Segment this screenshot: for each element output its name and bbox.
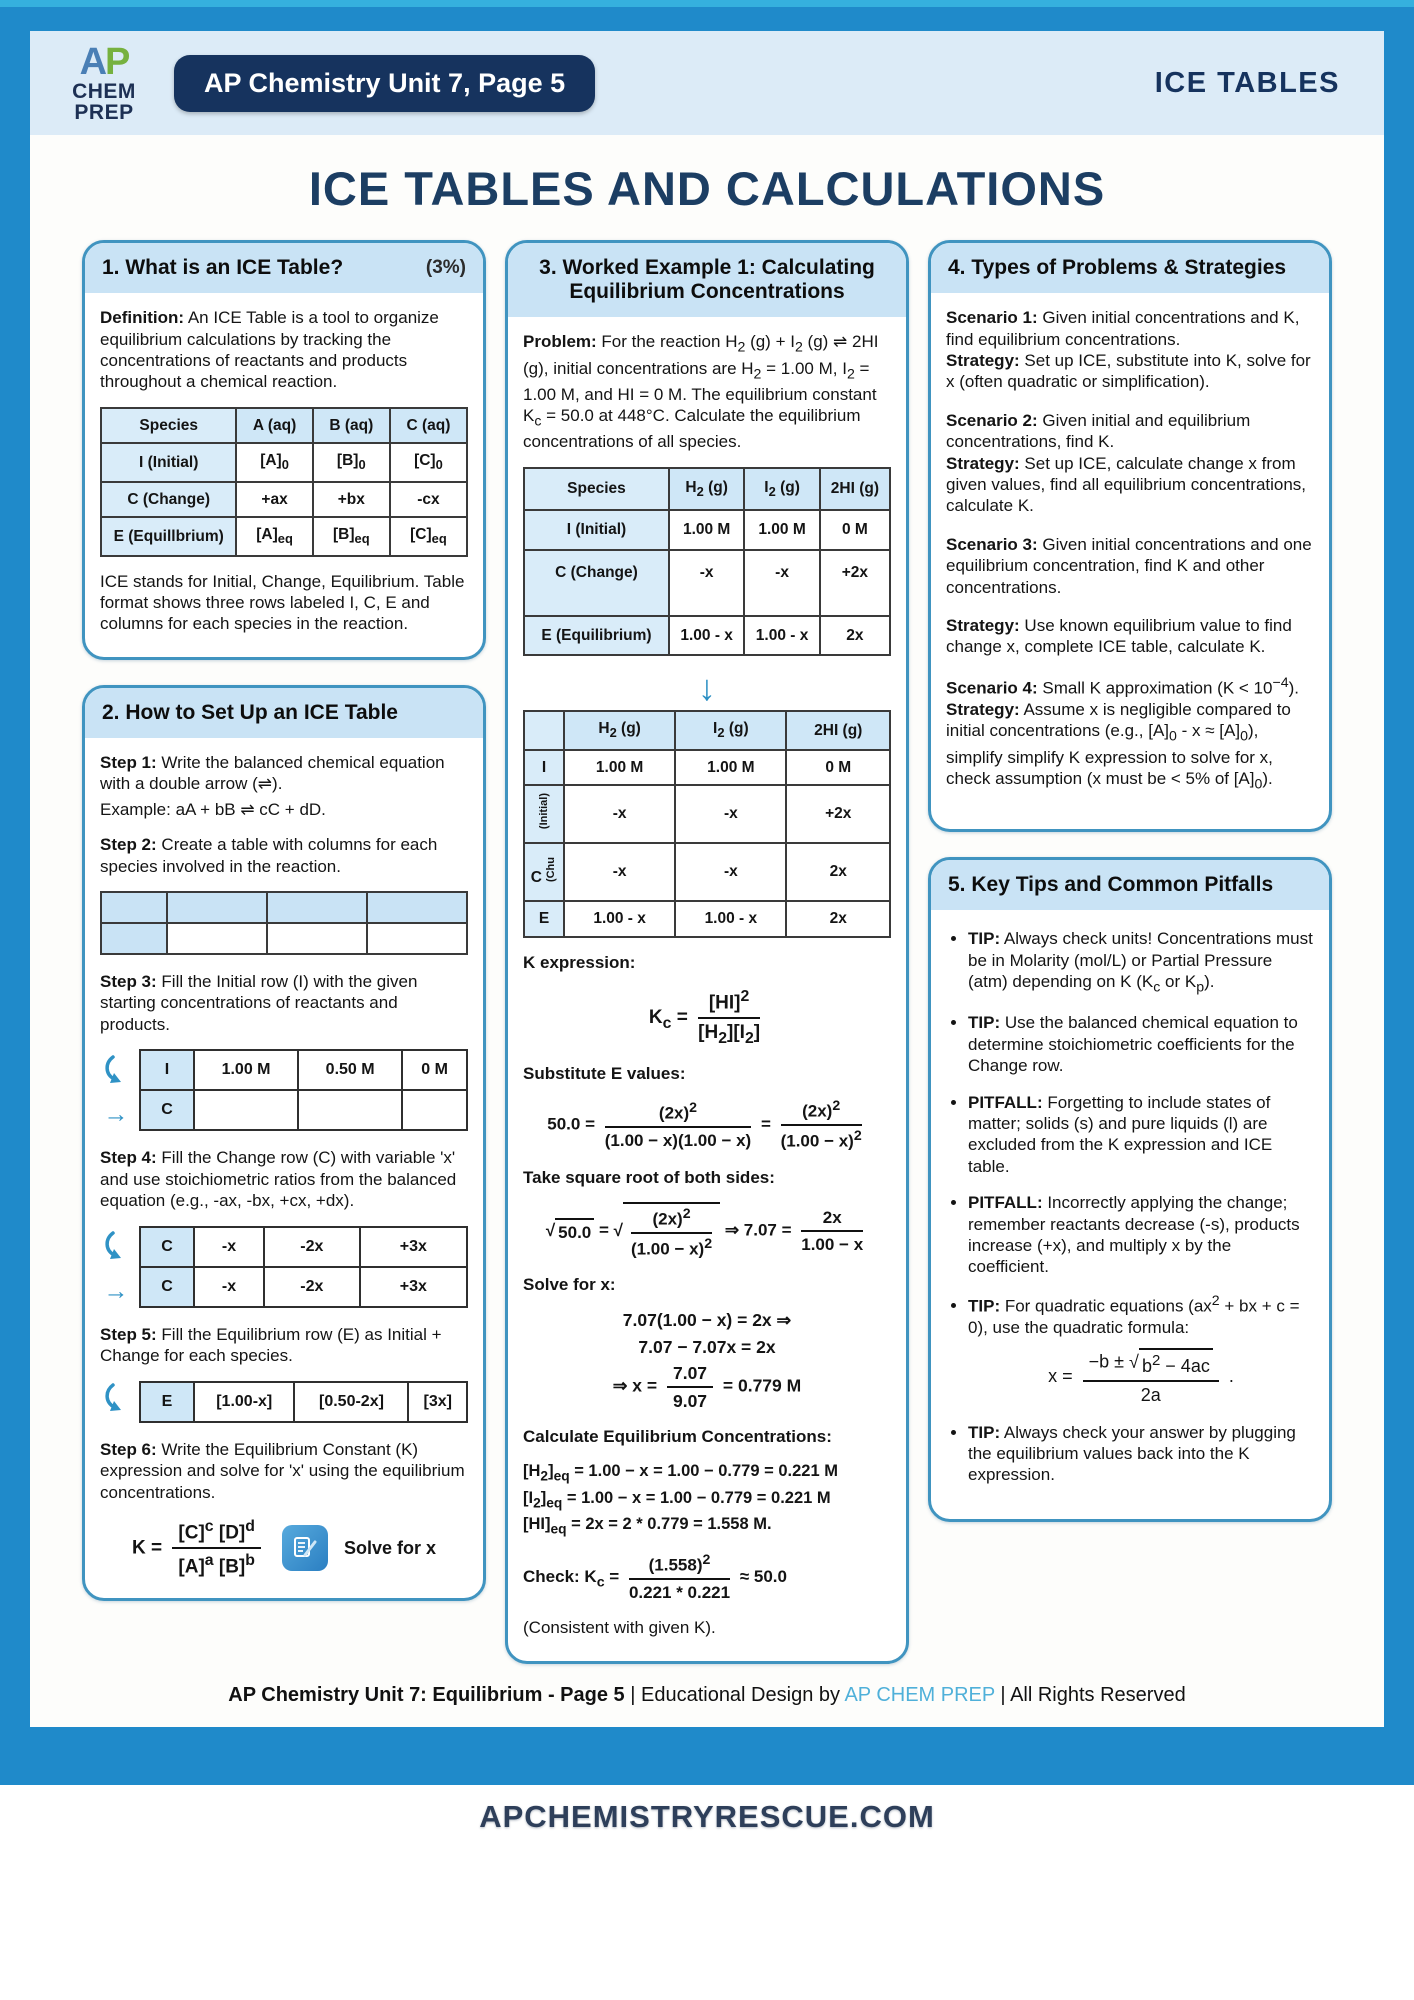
tip-item: • PITFALL: Forgetting to include states of matter; solids (s) and pure liquids (l) are excluded from the K expression and ICE table. bbox=[968, 1092, 1314, 1178]
tip-item: • TIP: Always check units! Concentrations must be in Molarity (mol/L) or Partial Pressure (atm) depending on K ($K_c$ or $K_p$). bbox=[968, 928, 1314, 997]
equilibrium-row-table bbox=[139, 1381, 468, 1423]
table-cell: -2x bbox=[264, 1227, 360, 1267]
table-cell: -2x bbox=[264, 1267, 360, 1307]
table-header-row bbox=[524, 711, 890, 749]
generic-ice-table-head bbox=[101, 408, 467, 444]
right-arrow-icon: → bbox=[103, 1099, 129, 1128]
table-cell: E (Equillbrium) bbox=[101, 517, 236, 555]
table-cell: $[B]_{eq}$ bbox=[313, 517, 390, 555]
card4-title: 4. Types of Problems & Strategies bbox=[948, 256, 1287, 279]
table-header-cell: A (aq) bbox=[236, 408, 312, 444]
table-cell: 0 M bbox=[820, 510, 890, 550]
paragraph: Scenario 4: Small K approximation $(K < 10^{-4})$. bbox=[946, 674, 1299, 698]
blank-ice-table bbox=[100, 891, 468, 955]
step3-table-block bbox=[100, 1049, 468, 1131]
table-cell bbox=[101, 923, 167, 954]
card1-percent-badge: (3%) bbox=[425, 257, 466, 279]
table-cell: 1.00 M bbox=[564, 750, 675, 786]
table-row bbox=[140, 1050, 467, 1090]
down-arrow-icon: ↓ bbox=[698, 667, 716, 709]
table-row bbox=[524, 901, 890, 937]
card2-title: 2. How to Set Up an ICE Table bbox=[102, 700, 398, 724]
worked-example-ice-table bbox=[523, 467, 891, 656]
step5-arrows bbox=[100, 1381, 132, 1423]
scenario-2-group bbox=[946, 410, 1314, 517]
table-cell: +2x bbox=[820, 550, 890, 616]
table-row bbox=[524, 843, 890, 901]
card3-title: 3. Worked Example 1: Calculating Equilibrium Concentrations bbox=[539, 256, 875, 304]
k-expression-label: K expression: bbox=[523, 952, 636, 972]
table-cell bbox=[194, 1090, 298, 1130]
card-tips-pitfalls bbox=[928, 857, 1332, 1522]
table-cell: [3x] bbox=[408, 1382, 467, 1422]
ap-chem-prep-logo bbox=[56, 40, 152, 124]
table-header-cell bbox=[524, 711, 564, 749]
logo-chem-text: CHEM bbox=[72, 79, 136, 103]
table-cell: I (Initial) bbox=[101, 443, 236, 481]
table-cell: 0 M bbox=[402, 1050, 467, 1090]
k-expression-row bbox=[100, 1517, 468, 1580]
table-cell: $[B]_0$ bbox=[313, 443, 390, 481]
unit-page-badge: AP Chemistry Unit 7, Page 5 bbox=[174, 55, 595, 112]
change-row-table bbox=[139, 1226, 468, 1308]
card4-body bbox=[931, 293, 1329, 829]
table-row bbox=[524, 785, 890, 843]
curved-arrow-icon bbox=[102, 1230, 130, 1269]
problem-text: Problem: For the reaction $H_2$ $(g) + I_2$ (g) ⇌ 2HI (g), initial concentrations are $H_2 = 1.00$ M, $I_2 = 1.00$ M, and HI = 0 M. The equilibrium constant $K_c = 50.0$ at 448°C. Calculate the equilibrium concentrations of all species. bbox=[523, 332, 879, 452]
solve-x-label: Solve for x: bbox=[523, 1275, 616, 1295]
card2-header bbox=[85, 688, 483, 738]
step1-example: Example: aA + bB ⇌ cC + dD. bbox=[100, 799, 326, 819]
content-columns bbox=[30, 240, 1384, 1670]
page bbox=[30, 31, 1384, 1727]
table-row bbox=[524, 510, 890, 550]
table-cell: -x bbox=[675, 843, 786, 901]
table-cell: 1.00 - x bbox=[675, 901, 786, 937]
step4-text: Step 4: Fill the Change row (C) with variable 'x' and use stoichiometric ratios from the balanced equation (e.g., -ax, -bx, +cx, +dx). bbox=[100, 1148, 457, 1211]
solve-for-x-label: Solve for x bbox=[343, 1538, 436, 1559]
check-formula: Check: $K_c$ = $\frac{(1.558)^2}{0.221 * 0.221}$ ≈ 50.0 bbox=[523, 1551, 787, 1602]
step1-text: Step 1: Write the balanced chemical equation with a double arrow (⇌). bbox=[100, 752, 445, 794]
card5-body bbox=[931, 910, 1329, 1519]
table-row bbox=[101, 517, 467, 555]
column-right bbox=[928, 240, 1332, 1522]
paragraph: Strategy: Set up ICE, substitute into K, solve for x (often quadratic or simplification). bbox=[946, 350, 1311, 392]
table-cell: $[C]_{eq}$ bbox=[390, 517, 467, 555]
paragraph: Strategy: Set up ICE, calculate change x from given values, find all equilibrium concentrations, calculate K. bbox=[946, 453, 1307, 516]
table-header-row bbox=[101, 408, 467, 444]
equation-line: 7.07(1.00 − x) = 2x ⇒ bbox=[622, 1310, 792, 1331]
table-header-cell: C (aq) bbox=[390, 408, 467, 444]
table-cell: E bbox=[140, 1382, 194, 1422]
worksheet-pencil-icon bbox=[282, 1525, 328, 1571]
step4-arrows bbox=[100, 1226, 132, 1308]
generic-ice-table-body bbox=[101, 443, 467, 555]
header bbox=[30, 31, 1384, 135]
paragraph: Strategy: Assume x is negligible compared to initial concentrations (e.g., $[A]_0 - x \approx [A]_0$), simplify simplify K expression to solve for x, check assumption (x must be < 5% of $[A]_0$). bbox=[946, 699, 1291, 793]
equation-line: 7.07 − 7.07x = 2x bbox=[638, 1336, 776, 1357]
table-row bbox=[101, 482, 467, 518]
step3-text: Step 3: Fill the Initial row (I) with the given starting concentrations of reactants and products. bbox=[100, 971, 418, 1034]
equation-line: $[I_2]_{eq} = 1.00 - x = 1.00 - 0.779 = 0.221$ M bbox=[523, 1488, 831, 1510]
card4-header bbox=[931, 243, 1329, 293]
table-cell: C (Change) bbox=[524, 550, 669, 616]
table-row bbox=[524, 750, 890, 786]
calc-label: Calculate Equilibrium Concentrations: bbox=[523, 1426, 832, 1446]
tip-item: • TIP: Always check your answer by plugging the equilibrium values back into the K expression. bbox=[968, 1422, 1314, 1486]
paragraph: Scenario 1: Given initial concentrations and K, find equilibrium concentrations. bbox=[946, 308, 1300, 349]
table-header-cell: 2HI (g) bbox=[786, 711, 890, 749]
scenario-4-group bbox=[946, 675, 1314, 794]
card3-body bbox=[508, 317, 906, 1661]
step5-table-block bbox=[100, 1381, 468, 1423]
table-cell bbox=[167, 923, 267, 954]
table-cell: +bx bbox=[313, 482, 390, 518]
k-expression-formula: K = $\frac{[C]^c [D]^d}{[A]^a [B]^b}$ bbox=[132, 1517, 266, 1580]
table-cell: -x bbox=[675, 785, 786, 843]
table-cell: -x bbox=[744, 550, 819, 616]
equation-line: ⇒ x = $\frac{7.07}{9.07}$ = 0.779 M bbox=[612, 1362, 802, 1411]
table-cell: 1.00 - x bbox=[564, 901, 675, 937]
header-topic-title: ICE TABLES bbox=[1154, 66, 1340, 99]
table-header-cell: $I_2$ (g) bbox=[744, 468, 819, 510]
footer-credit-line bbox=[30, 1670, 1384, 1727]
equation-line: $[HI]_{eq} = 2x = 2 * 0.779 = 1.558$ M. bbox=[523, 1515, 772, 1537]
table-row bbox=[101, 443, 467, 481]
table-header-cell: 2HI (g) bbox=[820, 468, 890, 510]
footer-mid-text: | Educational Design by bbox=[624, 1683, 845, 1706]
table-cell: -x bbox=[669, 550, 744, 616]
table-cell: -x bbox=[194, 1227, 264, 1267]
table-header-row bbox=[524, 468, 890, 510]
table-cell: -x bbox=[564, 843, 675, 901]
table-cell: +ax bbox=[236, 482, 312, 518]
step3-arrows bbox=[100, 1049, 132, 1131]
tip-item: • TIP: For quadratic equations ($ax^2$ + bx + c = 0), use the quadratic formula: x = $\frac{-b \pm √ b^2 - 4ac}{2a}$ . bbox=[968, 1293, 1314, 1407]
table-cell: 1.00 - x bbox=[669, 616, 744, 656]
table-cell: 2x bbox=[820, 616, 890, 656]
table-row bbox=[101, 892, 467, 923]
table-cell: 1.00 M bbox=[669, 510, 744, 550]
table-cell bbox=[367, 923, 467, 954]
step4-table-block bbox=[100, 1226, 468, 1308]
sqrt-label: Take square root of both sides: bbox=[523, 1167, 775, 1187]
table-cell: 0.50 M bbox=[298, 1050, 402, 1090]
tip-item: • PITFALL: Incorrectly applying the change; remember reactants decrease (-s), products increase (+x), and multiply x by the coefficient. bbox=[968, 1192, 1314, 1278]
table-header-cell: Species bbox=[101, 408, 236, 444]
table-cell: -x bbox=[564, 785, 675, 843]
solve-x-steps bbox=[523, 1309, 891, 1411]
logo-ap-monogram bbox=[56, 40, 152, 83]
equation-line: $[H_2]_{eq} = 1.00 - x = 1.00 - 0.779 = 0.221$ M bbox=[523, 1462, 838, 1484]
step5-text: Step 5: Fill the Equilibrium row (E) as Initial + Change for each species. bbox=[100, 1325, 442, 1366]
scenario-3-group bbox=[946, 534, 1314, 598]
card-problem-types bbox=[928, 240, 1332, 832]
table-cell: 2x bbox=[786, 901, 890, 937]
step2-text: Step 2: Create a table with columns for each species involved in the reaction. bbox=[100, 835, 438, 876]
card5-title: 5. Key Tips and Common Pitfalls bbox=[948, 873, 1274, 897]
table-cell: 1.00 M bbox=[744, 510, 819, 550]
table-cell bbox=[267, 923, 367, 954]
table-header-cell: $I_2$ (g) bbox=[675, 711, 786, 749]
generic-ice-table bbox=[100, 407, 468, 557]
card2-body bbox=[85, 738, 483, 1598]
table-cell bbox=[101, 892, 167, 923]
table-cell: C bbox=[140, 1227, 194, 1267]
condensed-ice-table bbox=[523, 710, 891, 937]
table-row bbox=[524, 616, 890, 656]
table-cell: E bbox=[524, 901, 564, 937]
footer-unit-text: AP Chemistry Unit 7: Equilibrium - Page 5 bbox=[228, 1683, 625, 1706]
page-title: ICE TABLES AND CALCULATIONS bbox=[308, 162, 1106, 215]
table-cell: 1.00 - x bbox=[744, 616, 819, 656]
card3-header bbox=[508, 243, 906, 317]
initial-row-table bbox=[139, 1049, 468, 1131]
table-cell: (Initial) bbox=[524, 785, 564, 843]
equilibrium-concentration-results bbox=[523, 1461, 891, 1538]
table-cell: 1.00 M bbox=[675, 750, 786, 786]
website-url-text: APCHEMISTRYRESCUE.COM bbox=[479, 1798, 935, 1834]
table-cell: [1.00-x] bbox=[194, 1382, 294, 1422]
column-left bbox=[82, 240, 486, 1601]
table-row bbox=[140, 1090, 467, 1130]
kc-formula: $K_c$ = $\frac{[HI]^2}{[H_2][I_2]}$ bbox=[648, 988, 761, 1048]
consistent-note: (Consistent with given K). bbox=[523, 1618, 716, 1638]
table-cell: C bbox=[140, 1090, 194, 1130]
table-header-cell: $H_2$ (g) bbox=[669, 468, 744, 510]
table-cell: 1.00 M bbox=[194, 1050, 298, 1090]
table-cell: I bbox=[140, 1050, 194, 1090]
table-cell bbox=[367, 892, 467, 923]
ice-note-text: ICE stands for Initial, Change, Equilibrium. Table format shows three rows labeled I, C, E and columns for each species in the reaction. bbox=[100, 571, 465, 634]
table-header-cell: Species bbox=[524, 468, 669, 510]
card-worked-example bbox=[505, 240, 909, 1664]
table-row bbox=[140, 1382, 467, 1422]
tips-list bbox=[946, 928, 1314, 1486]
table-cell: 0 M bbox=[786, 750, 890, 786]
table-row bbox=[101, 923, 467, 954]
paragraph: Scenario 3: Given initial concentrations and one equilibrium concentration, find K and other concentrations. bbox=[946, 534, 1312, 597]
table-cell: -x bbox=[194, 1267, 264, 1307]
table-cell: +3x bbox=[360, 1267, 467, 1307]
sqrt-formula: √ 50.0 = √ $\frac{(2x)^2}{(1.00 - x)^2}$ ⇒ 7.07 = $\frac{2x}{1.00 - x}$ bbox=[523, 1202, 891, 1260]
scenario-3-strategy-group bbox=[946, 615, 1314, 658]
table-cell: $[A]_0$ bbox=[236, 443, 312, 481]
card-what-is-ice-table bbox=[82, 240, 486, 660]
table-cell bbox=[402, 1090, 467, 1130]
substitute-label: Substitute E values: bbox=[523, 1064, 686, 1084]
logo-letter-p: P bbox=[105, 40, 129, 83]
tip-item: • TIP: Use the balanced chemical equation to determine stoichiometric coefficients for the Change row. bbox=[968, 1012, 1314, 1076]
footer-brand-text: AP CHEM PREP bbox=[844, 1683, 995, 1706]
column-middle bbox=[505, 240, 909, 1664]
table-cell: C bbox=[140, 1267, 194, 1307]
table-cell bbox=[298, 1090, 402, 1130]
curved-arrow-icon bbox=[102, 1054, 130, 1093]
table-cell: 2x bbox=[786, 843, 890, 901]
card1-header bbox=[85, 243, 483, 293]
paragraph: Strategy: Use known equilibrium value to find change x, complete ICE table, calculate K. bbox=[946, 616, 1292, 657]
logo-letter-a: A bbox=[79, 40, 106, 83]
footer-rights-text: | All Rights Reserved bbox=[994, 1683, 1186, 1706]
logo-prep-text: PREP bbox=[74, 101, 134, 124]
table-cell bbox=[267, 892, 367, 923]
table-header-cell: B (aq) bbox=[313, 408, 390, 444]
table-cell: E (Equilibrium) bbox=[524, 616, 669, 656]
card1-body bbox=[85, 293, 483, 657]
scenario-1-group bbox=[946, 307, 1314, 393]
card5-header bbox=[931, 860, 1329, 910]
table-row bbox=[524, 550, 890, 616]
step6-text: Step 6: Write the Equilibrium Constant (K) expression and solve for 'x' using the equilibrium concentrations. bbox=[100, 1439, 465, 1502]
table-row bbox=[140, 1227, 467, 1267]
substitute-formula: 50.0 = $\frac{(2x)^2}{(1.00 - x)(1.00 - x)}$ = $\frac{(2x)^2}{(1.00 - x)^2}$ bbox=[547, 1098, 862, 1152]
table-cell: [0.50-2x] bbox=[294, 1382, 408, 1422]
table-header-cell: $H_2$ (g) bbox=[564, 711, 675, 749]
right-arrow-icon: → bbox=[103, 1276, 129, 1305]
curved-arrow-icon bbox=[102, 1382, 130, 1421]
table-cell: I (Initial) bbox=[524, 510, 669, 550]
table-cell: C (Chu bbox=[524, 843, 564, 901]
table-cell bbox=[167, 892, 267, 923]
table-cell: $[A]_{eq}$ bbox=[236, 517, 312, 555]
website-strip bbox=[0, 1785, 1414, 1847]
card-how-to-set-up bbox=[82, 685, 486, 1601]
paragraph: Scenario 2: Given initial and equilibrium concentrations, find K. bbox=[946, 410, 1251, 452]
table-cell: $[C]_0$ bbox=[390, 443, 467, 481]
definition-text: Definition: An ICE Table is a tool to organize equilibrium calculations by tracking the concentrations of reactants and products throughout a chemical reaction. bbox=[100, 308, 439, 392]
table-cell: +3x bbox=[360, 1227, 467, 1267]
card1-title: 1. What is an ICE Table? bbox=[102, 256, 344, 279]
table-cell: I bbox=[524, 750, 564, 786]
table-cell: +2x bbox=[786, 785, 890, 843]
table-cell: -cx bbox=[390, 482, 467, 518]
table-row bbox=[140, 1267, 467, 1307]
table-cell: C (Change) bbox=[101, 482, 236, 518]
